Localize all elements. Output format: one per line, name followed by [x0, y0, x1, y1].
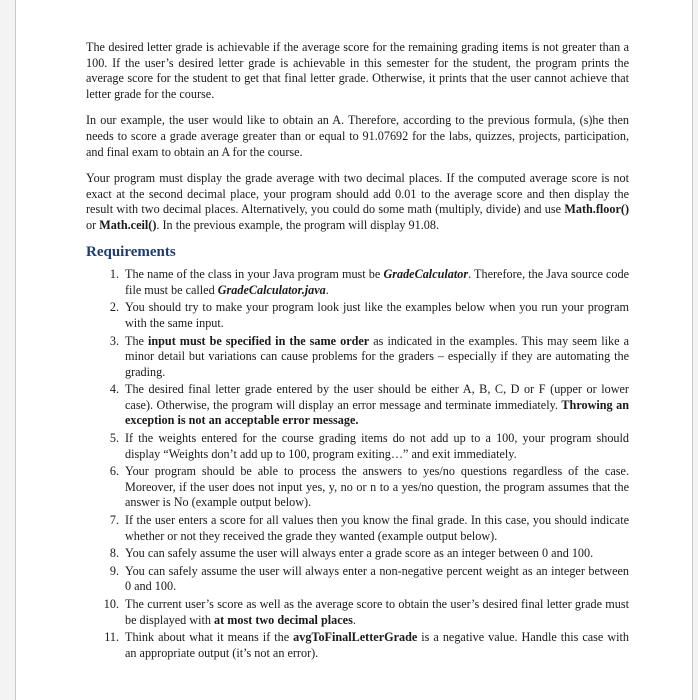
- requirement-text: You should try to make your program look just like the examples below when you run your program with the same input.: [125, 300, 629, 330]
- requirement-item: [86, 546, 629, 562]
- requirement-text: You can safely assume the user will always enter a non-negative percent weight as an integer between 0 and 100.: [125, 563, 629, 594]
- requirement-item: [86, 382, 629, 429]
- requirement-number: 5.: [109, 431, 119, 446]
- requirement-item: [86, 513, 629, 544]
- requirement-number: 1.: [109, 267, 119, 282]
- math-ceil-code: Math.ceil(): [99, 217, 157, 232]
- paragraph-decimal-places: [86, 171, 629, 233]
- requirement-number: 6.: [109, 464, 119, 479]
- requirement-item: [86, 300, 629, 331]
- para3-before: Your program must display the grade average with two decimal places. If the computed average score is not exact at the second decimal place, your program should add 0.01 to the average score and then display the result with two decimal places. Alternatively, you could do some math (multiply, divide) and use: [86, 171, 629, 217]
- requirement-item: [86, 630, 629, 661]
- requirement-number: 11.: [104, 630, 119, 645]
- requirement-text: You can safely assume the user will always enter a grade score as an integer between 0 and 100.: [125, 546, 594, 561]
- requirement-text: The desired final letter grade entered by the user should be either A, B, C, D or F (upper or lower case). Otherwise, the program will display an error message and terminate immediately.: [125, 382, 629, 412]
- paragraph-example: In our example, the user would like to obtain an A. Therefore, according to the previous formula, (s)he then needs to score a grade average greater than or equal to 91.07692 for the labs, quizzes, projects, participation, and final exam to obtain an A for the course.: [86, 113, 629, 159]
- requirement-text: GradeCalculator: [383, 267, 469, 282]
- para3-after: . In the previous example, the program will display 91.08.: [156, 217, 440, 232]
- requirement-item: [86, 564, 629, 595]
- document-page: [15, 0, 693, 700]
- requirement-text: as indicated in the examples. This may seem like a minor detail but variations can cause problems for the graders – especially if they are automating the grading.: [125, 333, 629, 379]
- paragraph-achievable: The desired letter grade is achievable if the average score for the remaining grading items is not greater than a 100. If the user’s desired letter grade is achievable in this semester for the student, the program prints the average score for the student to get that final letter grade. Otherwise, it prints that the user cannot achieve that letter grade for the course.: [86, 40, 629, 101]
- requirement-text: If the weights entered for the course grading items do not add up to a 100, your program should display “Weights don’t add up to 100, program exiting…” and exit immediately.: [125, 431, 629, 461]
- requirement-text: The: [125, 333, 148, 348]
- requirement-item: [86, 464, 629, 511]
- requirement-text: at most two decimal places: [214, 612, 353, 627]
- requirement-text: GradeCalculator.java: [217, 282, 326, 297]
- requirement-text: .: [325, 282, 329, 297]
- requirement-text: is a negative value. Handle this case with an appropriate output (it’s not an error).: [125, 630, 630, 660]
- math-floor-code: Math.floor(): [564, 202, 629, 217]
- para3-or: or: [86, 217, 100, 232]
- requirement-item: [86, 334, 629, 381]
- requirements-heading: Requirements: [86, 243, 176, 260]
- requirement-text: The current user’s score as well as the average score to obtain the user’s desired final letter grade must be displayed with: [125, 597, 629, 627]
- requirement-number: 4.: [109, 382, 119, 397]
- requirement-text: Throwing an exception is not an acceptable error message.: [125, 397, 629, 428]
- requirement-number: 3.: [109, 333, 119, 348]
- requirement-text: Think about what it means if the: [125, 630, 294, 645]
- requirement-item: [86, 267, 629, 298]
- requirement-number: 8.: [109, 546, 119, 561]
- requirement-number: 7.: [109, 513, 119, 528]
- requirement-text: .: [352, 612, 356, 627]
- requirement-text: avgToFinalLetterGrade: [293, 630, 418, 645]
- document-content: [86, 40, 629, 663]
- requirement-text: If the user enters a score for all values then you know the final grade. In this case, you should indicate whether or not they received the grade they wanted (example output below).: [125, 513, 629, 543]
- requirement-number: 9.: [109, 563, 119, 578]
- requirement-text: Your program should be able to process the answers to yes/no questions regardless of the case. Moreover, if the user does not input yes, y, no or n to a yes/no question, the program assumes that the answer is No (example output below).: [125, 464, 629, 510]
- requirement-text: The name of the class in your Java program must be: [125, 267, 384, 282]
- requirement-item: [86, 431, 629, 462]
- requirement-number: 10.: [103, 597, 119, 611]
- requirement-item: [86, 597, 629, 628]
- requirement-text: . Therefore, the Java source code file must be called: [125, 267, 629, 297]
- requirement-number: 2.: [109, 300, 119, 315]
- requirement-text: input must be specified in the same order: [147, 333, 370, 348]
- requirements-list: [86, 267, 629, 661]
